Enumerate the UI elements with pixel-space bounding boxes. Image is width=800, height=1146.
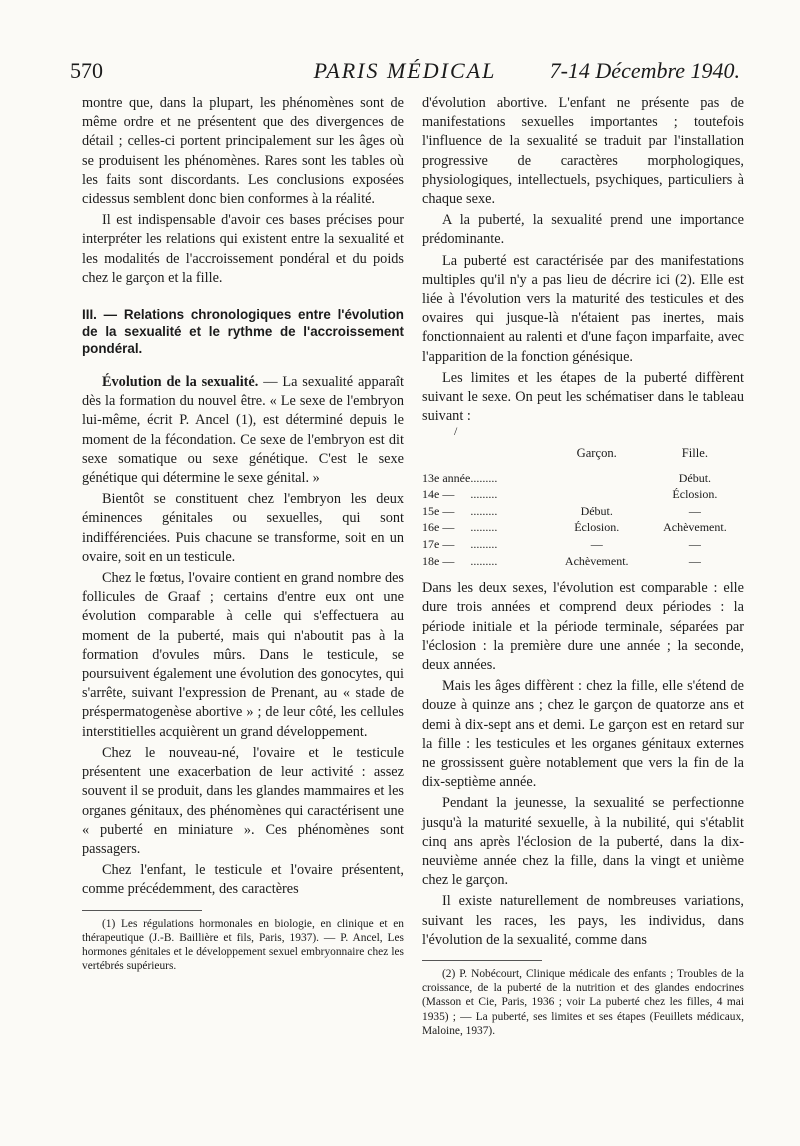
paragraph: Chez l'enfant, le testicule et l'ovaire présentent, comme précédemment, des caractères bbox=[82, 862, 404, 898]
subheading: Évolution de la sexualité. bbox=[102, 374, 259, 391]
paragraph: Pendant la jeunesse, la sexualité se perfectionne jusqu'à la maturité sexuelle, à la nubilité, qui s'établit cinq ans après l'éclosion de la puberté, dans la dix-neuvième année chez la fille, dans la vingt et unième chez le garçon. bbox=[422, 795, 744, 889]
table-cell-girl: — bbox=[688, 553, 701, 568]
paragraph: d'évolution abortive. L'enfant ne présente pas de manifestations sexuelles importantes ; toutefois l'influence de la sexualité se traduit par l'installation progressive de caractères morphologiques, physiologiques, intellectuels, psychiques, particuliers à chaque sexe. bbox=[422, 95, 744, 208]
table-row bbox=[422, 486, 744, 503]
table-cell-age: 15e — bbox=[422, 503, 455, 518]
footnote: (1) Les régulations hormonales en biologie, en clinique et en thérapeutique (J.-B. Baillière et fils, Paris, 1937). — P. Ancel, Les hormones génitales et le développement sexuel embryonnaire chez les vertébrés supérieurs. bbox=[82, 917, 404, 973]
right-column bbox=[422, 94, 744, 1040]
table-cell-boy bbox=[548, 470, 646, 487]
table-cell-dots: ......... bbox=[470, 553, 498, 568]
table-row bbox=[422, 536, 744, 553]
paragraph bbox=[82, 373, 404, 488]
table-cell-boy: — bbox=[590, 537, 603, 552]
paragraph: Chez le nouveau-né, l'ovaire et le testicule présentent une exacerbation de leur activité : assez souvent il se produit, dans les glandes mammaires et les organes génitaux, des phénomènes qui caractérisent une « puberté en miniature ». Ces phénomènes sont passagers. bbox=[82, 744, 404, 857]
table-cell-age: 17e — bbox=[422, 537, 455, 552]
page-number: 570 bbox=[70, 58, 103, 83]
table-cell-boy: Achèvement. bbox=[564, 553, 629, 568]
table-cell-boy: Éclosion. bbox=[574, 520, 620, 535]
table-cell-dots: ......... bbox=[470, 503, 498, 518]
page-header bbox=[70, 58, 740, 92]
table-cell-boy: Début. bbox=[580, 503, 613, 518]
paragraph: Dans les deux sexes, l'évolution est comparable : elle dure trois années et comprend deux périodes : la période initiale et la période terminale, séparées par l'éclosion : la première dure une année ; la seconde, deux années. bbox=[422, 580, 744, 674]
paragraph: Bientôt se constituent chez l'embryon les deux éminences génitales ou sexuelles, qui sont indifférenciées. Puis chacune se transforme, soit en un ovaire, soit en un testicule. bbox=[82, 491, 404, 565]
table-body bbox=[422, 470, 744, 570]
puberty-stages-table bbox=[422, 442, 744, 569]
paragraph: montre que, dans la plupart, les phénomènes sont de même ordre et ne présentent que des divergences de détail ; celles-ci portent principalement sur les âges où se produisent les phénomènes. Rares sont les tables où les faits sont discordants. Les conclusions exposées cidessus semblent donc bien conformes à la réalité. bbox=[82, 95, 404, 208]
table-cell-girl: — bbox=[688, 503, 701, 518]
table-row bbox=[422, 470, 744, 487]
footnote: (2) P. Nobécourt, Clinique médicale des enfants ; Troubles de la croissance, de la puberté de la nutrition et des glandes endocrines (Masson et Cie, Paris, 1936 ; voir La puberté chez les filles, 4 mai 1935) ; — La puberté, ses limites et ses étapes (Feuillets médicaux, Maloine, 1937). bbox=[422, 968, 744, 1037]
column-header-boy: Garçon. bbox=[576, 446, 617, 461]
table-cell-girl: Éclosion. bbox=[672, 487, 718, 502]
footnote-rule bbox=[82, 910, 202, 911]
table-cell-age: 18e — bbox=[422, 553, 455, 568]
table-cell-dots: ......... bbox=[470, 470, 498, 485]
paragraph-text: — La sexualité apparaît dès la formation du nouvel être. « Le sexe de l'embryon lui-même, écrit P. Ancel (1), est déterminé depuis le moment de la fécondation. Ce sexe de l'embryon est dit sexe somatique ou sexe génétique. C'est le sexe génétique qui détermine le sexe génital. » bbox=[82, 374, 405, 487]
table-cell-age: 13e année bbox=[422, 470, 471, 485]
paragraph: La puberté est caractérisée par des manifestations multiples qu'il n'y a pas lieu de décrire ici (2). Elle est liée à l'évolution vers la maturité des testicules et des ovaires qui jusque-là n'étaient pas inertes, mais fonctionnaient au ralenti et d'une façon imparfaite, avec l'apparition de la fonction génésique. bbox=[422, 252, 744, 365]
table-cell-age: 16e — bbox=[422, 520, 455, 535]
stray-mark: / bbox=[454, 424, 458, 439]
paragraph: Chez le fœtus, l'ovaire contient en grand nombre des follicules de Graaf ; certains d'entre eux ont une évolution comparable à celle qui s'effectuera au moment de la puberté, mais qui n'aboutit pas à la formation d'ovules mûrs. Dans le testicule, se poursuivent également une évolution des gonocytes, qui s'arrête, suivant l'expression de Prenant, au « stade de préspermatogenèse abortive » ; de leur côté, les cellules interstitielles acquièrent un grand développement. bbox=[82, 570, 404, 740]
paragraph: Il existe naturellement de nombreuses variations, suivant les races, les pays, les individus, dans l'évolution de la sexualité, comme dans bbox=[422, 893, 744, 948]
table-cell-dots: ......... bbox=[470, 537, 498, 552]
journal-title: PARIS MÉDICAL bbox=[313, 58, 497, 83]
paragraph: Les limites et les étapes de la puberté diffèrent suivant le sexe. On peut les schématiser dans le tableau suivant : bbox=[422, 369, 744, 425]
table-row bbox=[422, 519, 744, 536]
puberty-table bbox=[422, 424, 744, 569]
table-cell-girl: Achèvement. bbox=[663, 520, 727, 535]
table-cell-age: 14e — bbox=[422, 487, 455, 502]
table-row bbox=[422, 503, 744, 520]
section-heading: III. — Relations chronologiques entre l'évolution de la sexualité et le rythme de l'accroissement pondéral. bbox=[82, 307, 404, 357]
table-cell-boy bbox=[548, 486, 646, 503]
paragraph: Mais les âges diffèrent : chez la fille, elle s'étend de douze à quinze ans ; chez le garçon de quatorze ans et demi à dix-sept ans et demi. Le garçon est en retard sur la fille : les testicules et les organes génitaux externes ne grossissent guère notablement que vers la fin de la dix-septième année. bbox=[422, 678, 744, 791]
table-header-row bbox=[422, 442, 744, 469]
paragraph: Il est indispensable d'avoir ces bases précises pour interpréter les relations qui existent entre la sexualité et les modalités de l'accroissement pondéral et du poids chez le garçon et la fille. bbox=[82, 212, 404, 286]
table-cell-dots: ......... bbox=[470, 520, 498, 535]
issue-date: 7-14 Décembre 1940. bbox=[549, 58, 740, 83]
table-row bbox=[422, 553, 744, 570]
table-cell-girl: — bbox=[688, 537, 701, 552]
column-header-girl: Fille. bbox=[681, 446, 709, 461]
paragraph: A la puberté, la sexualité prend une importance prédominante. bbox=[422, 212, 744, 248]
left-column bbox=[82, 94, 404, 975]
footnote-rule bbox=[422, 960, 542, 961]
table-cell-dots: ......... bbox=[470, 487, 498, 502]
table-cell-girl: Début. bbox=[678, 470, 712, 485]
